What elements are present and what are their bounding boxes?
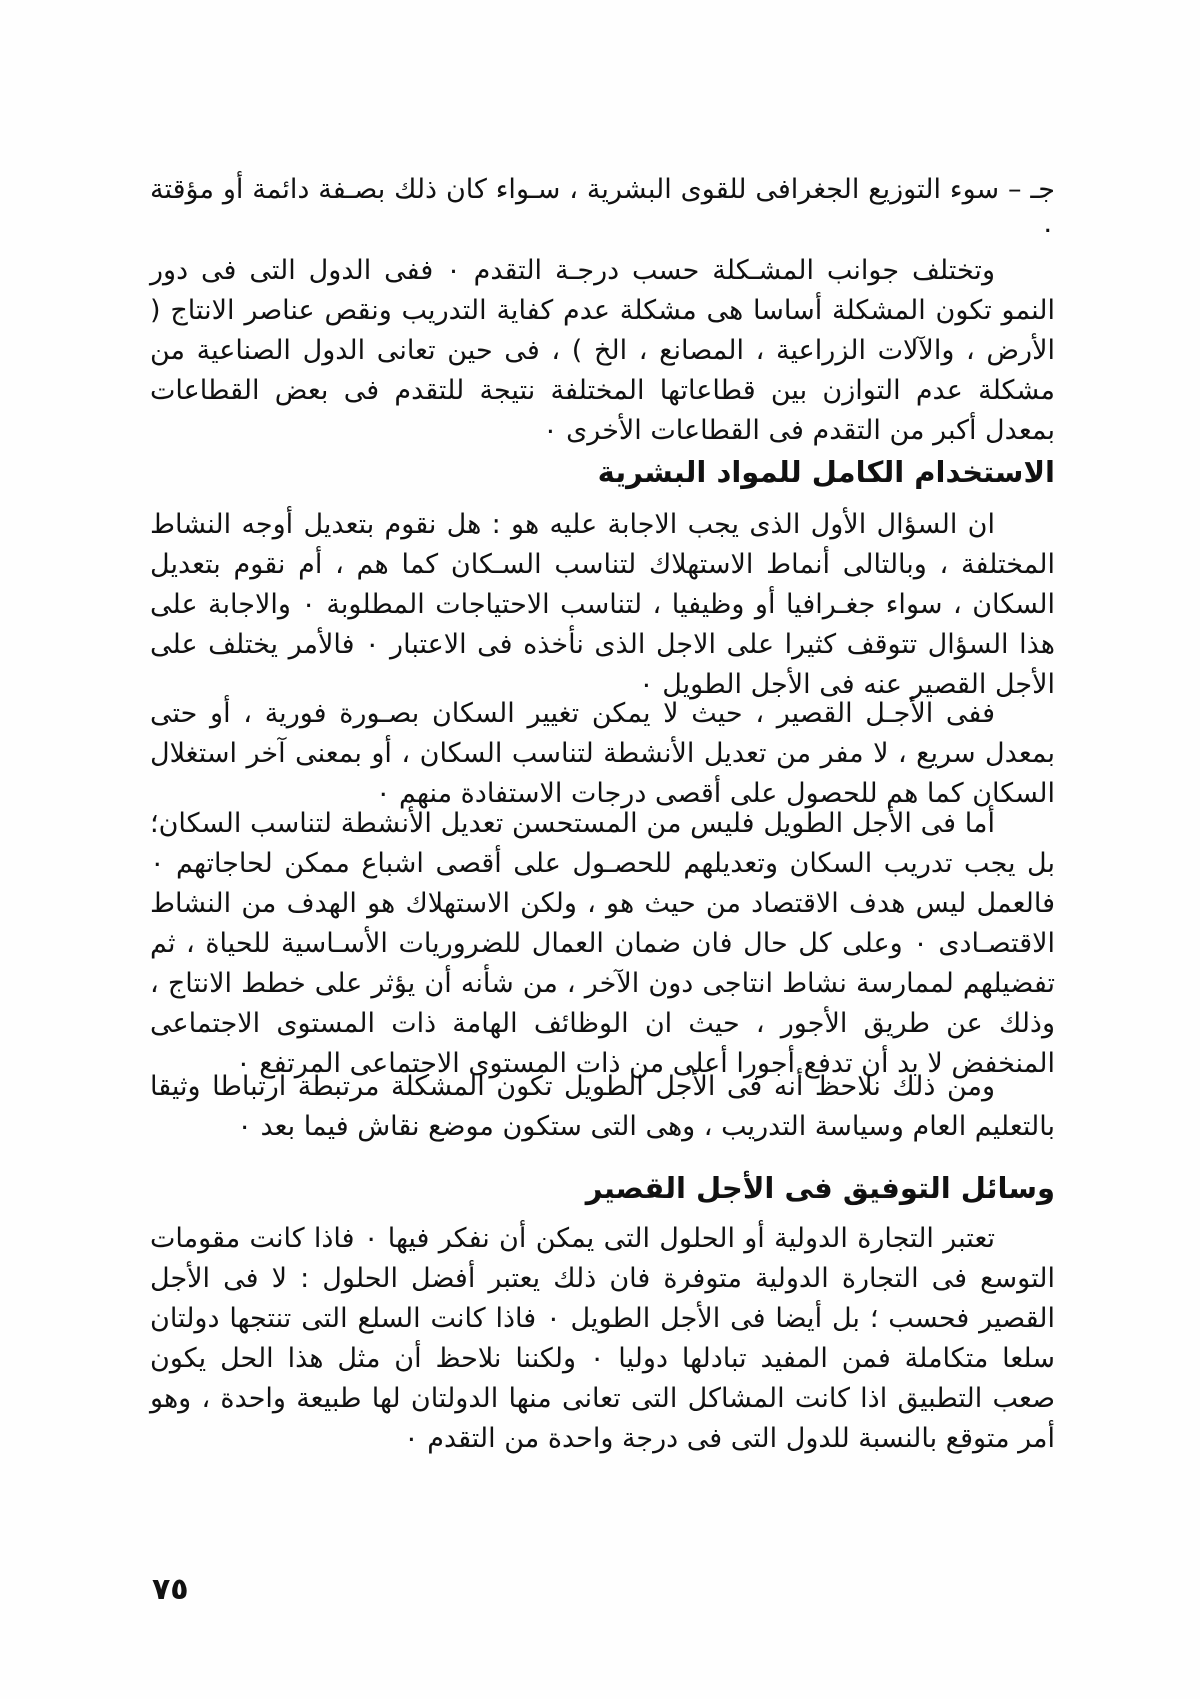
paragraph-problem-aspects: وتختلف جوانب المشـكلة حسب درجـة التقدم ٠ ففى الدول التى فى دور النمو تكون المشكلة أساسا هى مشكلة عدم كفاية التدريب ونقص عناصر الانتاج ( الأرض ، والآلات الزراعية ، المصانع ، الخ ) ، فى حين تعانى الدول الصناعية من مشكلة عدم التوازن بين قطاعاتها المختلفة نتيجة للتقدم فى بعض القطاعات بمعدل أكبر من التقدم فى القطاعات الأخرى ٠ [150,255,1055,446]
paragraph-short-term: ففى الأجـل القصير ، حيث لا يمكن تغيير السكان بصـورة فورية ، أو حتى بمعدل سريع ، لا مفر من تعديل الأنشطة لتناسب السكان ، أو بمعنى آخر استغلال السكان كما هم للحصول على أقصى درجات الاستفادة منهم ٠ [150,698,1055,809]
section-heading-full-employment: الاستخدام الكامل للمواد البشرية [597,455,1055,490]
paragraph-first-question: ان السؤال الأول الذى يجب الاجابة عليه هو : هل نقوم بتعديل أوجه النشاط المختلفة ، وبالتالى أنماط الاستهلاك لتناسب السـكان كما هم ، أم نقوم بتعديل السكان ، سواء جغـرافيا أو وظيفيا ، لتناسب الاحتياجات المطلوبة ٠ والاجابة على هذا السؤال تتوقف كثيرا على الاجل الذى نأخذه فى الاعتبار ٠ فالأمر يختلف على الأجل القصير عنه فى الأجل الطويل ٠ [150,509,1055,700]
page-number: ٧٥ [152,1572,189,1607]
section-heading-short-term-means: وسائل التوفيق فى الأجل القصير [585,1171,1055,1206]
paragraph-long-term: أما فى الأجل الطويل فليس من المستحسن تعديل الأنشطة لتناسب السكان؛ بل يجب تدريب السكان وتعديلهم للحصـول على أقصى اشباع ممكن لحاجاتهم ٠ فالعمل ليس هدف الاقتصاد من حيث هو ، ولكن الاستهلاك هو الهدف من النشاط الاقتصـادى ٠ وعلى كل حال فان ضمان العمال للضروريات الأسـاسية للحياة ، ثم تفضيلهم لممارسة نشاط انتاجى دون الآخر ، من شأنه أن يؤثر على خطط الانتاج ، وذلك عن طريق الأجور ، حيث ان الوظائف الهامة ذات المستوى الاجتماعى المنخفض لا بد أن تدفع أجورا أعلى من ذات المستوى الاجتماعى المرتفع ٠ [150,808,1056,1079]
paragraph-international-trade: تعتبر التجارة الدولية أو الحلول التى يمكن أن نفكر فيها ٠ فاذا كانت مقومات التوسع فى التجارة الدولية متوفرة فان ذلك يعتبر أفضل الحلول : لا فى الأجل القصير فحسب ؛ بل أيضا فى الأجل الطويل ٠ فاذا كانت السلع التى تنتجها دولتان سلعا متكاملة فمن المفيد تبادلها دوليا ٠ ولكننا نلاحظ أن مثل هذا الحل يكون صعب التطبيق اذا كانت المشاكل التى تعانى منها الدولتان لها طبيعة واحدة ، وهو أمر متوقع بالنسبة للدول التى فى درجة واحدة من التقدم ٠ [150,1223,1055,1454]
list-item-c: جـ – سوء التوزيع الجغرافى للقوى البشرية ، سـواء كان ذلك بصـفة دائمة أو مؤقتة ٠ [150,174,1055,245]
paragraph-conclusion: ومن ذلك نلاحظ أنه فى الأجل الطويل تكون المشكلة مرتبطة ارتباطا وثيقا بالتعليم العام وسياسة التدريب ، وهى التى ستكون موضع نقاش فيما بعد ٠ [150,1071,1055,1142]
